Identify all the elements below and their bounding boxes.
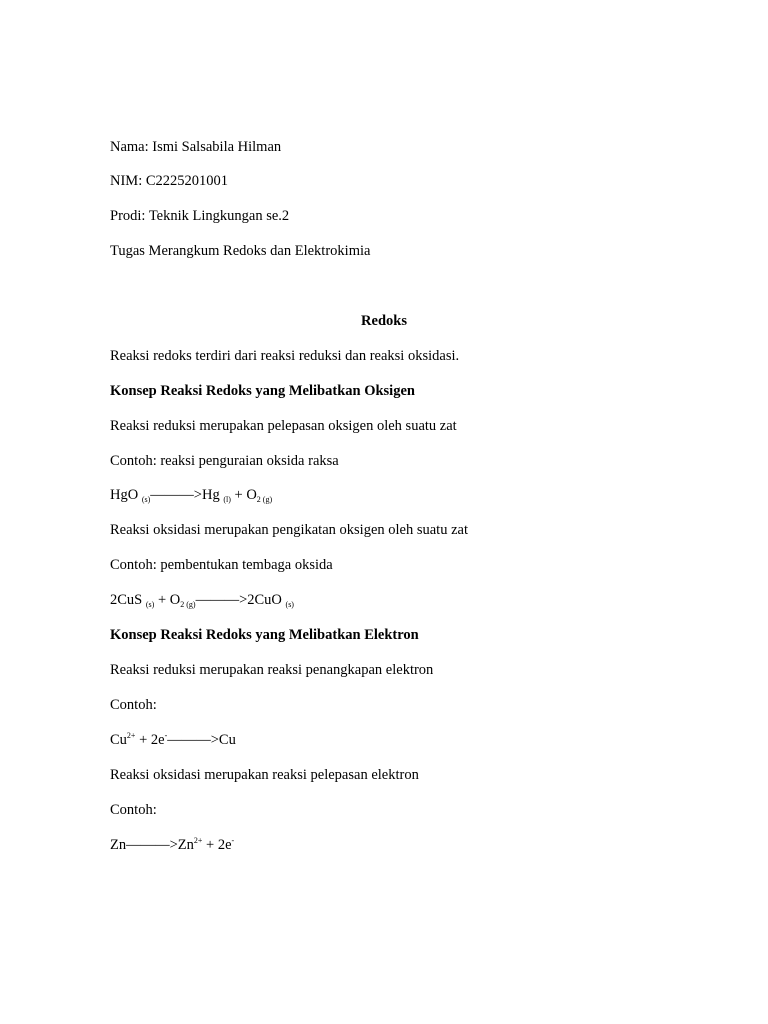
reaction-arrow: ———> bbox=[150, 487, 202, 503]
electron-concept-heading: Konsep Reaksi Redoks yang Melibatkan Elektron bbox=[110, 627, 419, 643]
oxygen-reduction-example-label: Contoh: reaksi penguraian oksida raksa bbox=[110, 453, 339, 469]
task-title: Tugas Merangkum Redoks dan Elektrokimia bbox=[110, 243, 371, 259]
study-program: Prodi: Teknik Lingkungan se.2 bbox=[110, 208, 290, 224]
section-title: Redoks bbox=[361, 313, 407, 329]
electron-oxidation-example-label: Contoh: bbox=[110, 802, 157, 818]
student-name: Nama: Ismi Salsabila Hilman bbox=[110, 139, 282, 155]
equation-zn-oxidation: $Zn———>Zn^{2+} + 2e^-$ bbox=[110, 836, 235, 853]
electron-reduction-definition: Reaksi reduksi merupakan reaksi penangkapan elektron bbox=[110, 662, 434, 678]
reaction-arrow: ———> bbox=[195, 592, 248, 608]
student-nim: NIM: C2225201001 bbox=[110, 173, 229, 189]
intro-paragraph: Reaksi redoks terdiri dari reaksi reduksi dan reaksi oksidasi. bbox=[110, 348, 460, 364]
equation-hgo-decomposition: HgO $_{(s)}$———>Hg $_{(l)} + O_2$ $_{(g)}$ bbox=[110, 487, 273, 504]
equation-cu-reduction: $Cu^{2+}$ + 2e-———>Cu bbox=[110, 731, 236, 748]
equation-cuo-formation: 2CuS $_{(s)} + O_2$ $_{(g)}$———>2CuO $_{(s)}$ bbox=[110, 592, 294, 609]
electron-reduction-example-label: Contoh: bbox=[110, 697, 157, 713]
reaction-arrow: ———> bbox=[126, 837, 178, 853]
oxygen-concept-heading: Konsep Reaksi Redoks yang Melibatkan Oksigen bbox=[110, 383, 415, 399]
oxygen-oxidation-example-label: Contoh: pembentukan tembaga oksida bbox=[110, 557, 333, 573]
oxygen-reduction-definition: Reaksi reduksi merupakan pelepasan oksigen oleh suatu zat bbox=[110, 418, 457, 434]
reaction-arrow: ———> bbox=[167, 732, 219, 748]
electron-oxidation-definition: Reaksi oksidasi merupakan reaksi pelepasan elektron bbox=[110, 767, 419, 783]
oxygen-oxidation-definition: Reaksi oksidasi merupakan pengikatan oksigen oleh suatu zat bbox=[110, 522, 468, 538]
